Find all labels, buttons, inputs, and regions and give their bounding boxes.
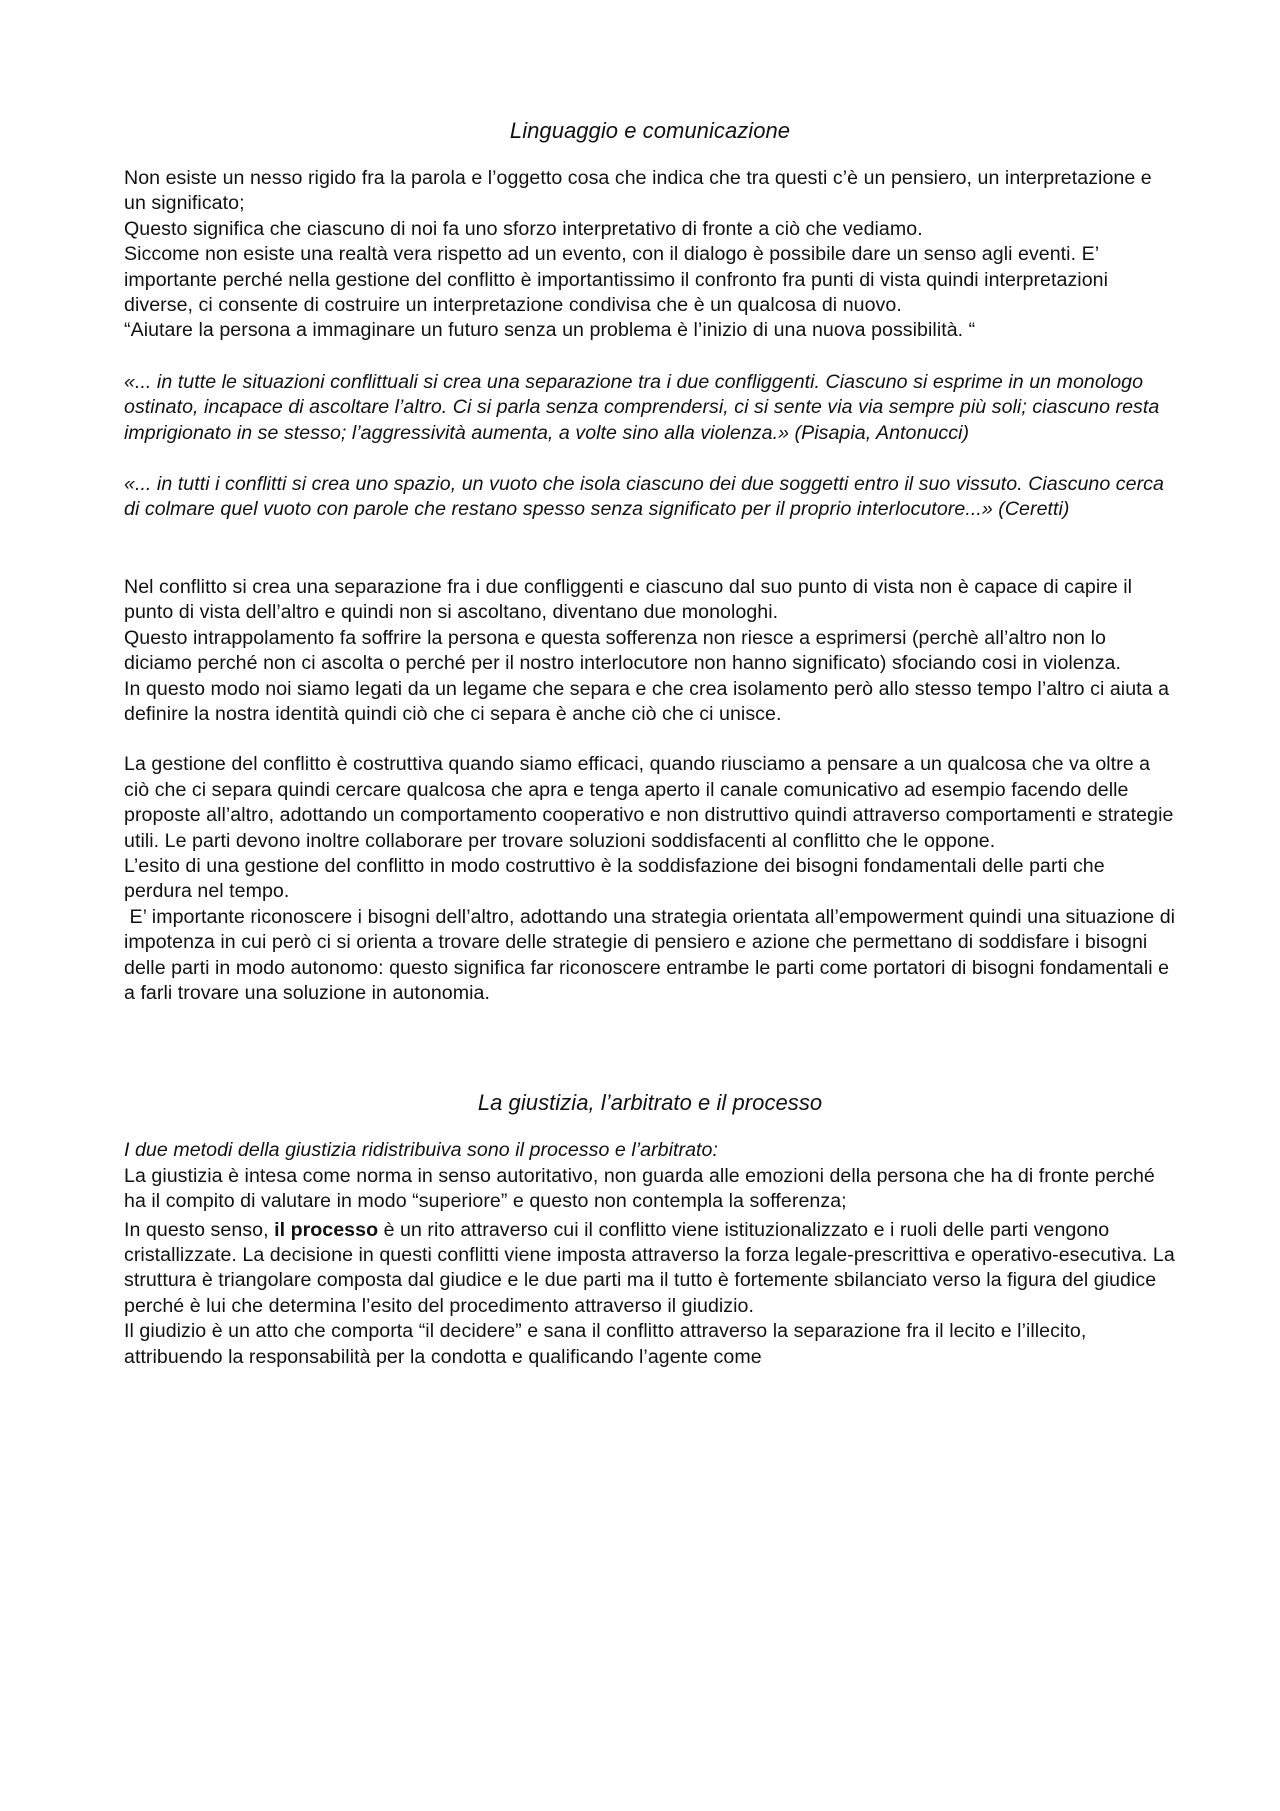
quote-ceretti: «... in tutti i conflitti si crea uno spazio, un vuoto che isola ciascuno dei due soggetti entro il suo vissuto. Ciascuno cerca di colmare quel vuoto con parole che restano spesso senza significato per il proprio interlocutore...» (Ceretti)	[124, 473, 1164, 521]
paragraph: La giustizia è intesa come norma in senso autoritativo, non guarda alle emozioni della persona che ha di fronte perché ha il compito di valutare in modo “superiore” e questo non contempla la sofferenza;	[124, 1164, 1155, 1213]
paragraph: “Aiutare la persona a immaginare un futuro senza un problema è l’inizio di una nuova possibilità. “	[124, 319, 976, 342]
section-title-giustizia: La giustizia, l’arbitrato e il processo	[477, 1090, 823, 1116]
text-span: In questo senso,	[124, 1218, 275, 1241]
paragraph: Questo significa che ciascuno di noi fa uno sforzo interpretativo di fronte a ciò che vediamo.	[124, 217, 923, 240]
text-span: è un rito attraverso cui il conflitto viene istituzionalizzato e i ruoli delle parti vengono cristallizzate. La decisione in questi conflitti viene imposta attraverso la forza legale-prescrittiva e operativo-esecutiva. La struttura è triangolare composta dal giudice e le due parti ma il tutto è fortemente sbilanciato verso la figura del giudice perché è lui che determina l’esito del procedimento attraverso il giudizio.	[124, 1218, 1175, 1317]
paragraph: E’ importante riconoscere i bisogni dell’altro, adottando una strategia orientata all’empowerment quindi una situazione di impotenza in cui però ci si orienta a trovare delle strategie di pensiero e azione che permettano di soddisfare i bisogni delle parti in modo autonomo: questo significa far riconoscere entrambe le parti come portatori di bisogni fondamentali e a farli trovare una soluzione in autonomia.	[124, 905, 1181, 1004]
paragraph: Siccome non esiste una realtà vera rispetto ad un evento, con il dialogo è possibile dare un senso agli eventi. E’ importante perché nella gestione del conflitto è importantissimo il confronto fra punti di vista quindi interpretazioni diverse, ci consente di costruire un interpretazione condivisa che è un qualcosa di nuovo.	[124, 243, 1108, 317]
paragraph: In questo modo noi siamo legati da un legame che separa e che crea isolamento però allo stesso tempo l’altro ci aiuta a definire la nostra identità quindi ciò che ci separa è anche ciò che ci unisce.	[124, 677, 1170, 725]
section-title-linguaggio: Linguaggio e comunicazione	[509, 118, 791, 143]
paragraph: Questo intrappolamento fa soffrire la persona e questa sofferenza non riesce a esprimersi (perchè all’altro non lo diciamo perché non ci ascolta o perché per il nostro interlocutore non hanno significato) sfociando cosi in violenza.	[124, 626, 1121, 675]
paragraph: L’esito di una gestione del conflitto in modo costruttivo è la soddisfazione dei bisogni fondamentali delle parti che perdura nel tempo.	[124, 854, 1105, 903]
document-page	[124, 118, 1181, 1370]
paragraph: Il giudizio è un atto che comporta “il decidere” e sana il conflitto attraverso la separazione fra il lecito e l’illecito, attribuendo la responsabilità per la condotta e qualificando l’agente come	[124, 1320, 1087, 1368]
paragraph: Non esiste un nesso rigido fra la parola e l’oggetto cosa che indica che tra questi c’è un pensiero, un interpretazione e un significato;	[124, 167, 1152, 215]
paragraph: Nel conflitto si crea una separazione fra i due confliggenti e ciascuno dal suo punto di vista non è capace di capire il punto di vista dell’altro e quindi non si ascoltano, diventano due monologhi.	[124, 575, 1133, 624]
paragraph: La gestione del conflitto è costruttiva quando siamo efficaci, quando riusciamo a pensare a un qualcosa che va oltre a ciò che ci separa quindi cercare qualcosa che apra e tenga aperto il canale comunicativo ad esempio facendo delle proposte all’altro, adottando un comportamento cooperativo e non distruttivo quindi attraverso comportamenti e strategie utili. Le parti devono inoltre collaborare per trovare soluzioni soddisfacenti al conflitto che le oppone.	[124, 753, 1174, 852]
bold-term: il processo	[274, 1218, 379, 1241]
intro-italic: I due metodi della giustizia ridistribuiva sono il processo e l’arbitrato:	[124, 1139, 718, 1162]
quote-pisapia: «... in tutte le situazioni conflittuali si crea una separazione tra i due confliggenti. Ciascuno si esprime in un monologo ostinato, incapace di ascoltare l’altro. Ci si parla senza comprendersi, ci si sente via via sempre più soli; ciascuno resta imprigionato in se stesso; l’aggressività aumenta, a volte sino alla violenza.» (Pisapia, Antonucci)	[124, 370, 1160, 444]
paragraph-processo	[124, 1218, 1176, 1320]
